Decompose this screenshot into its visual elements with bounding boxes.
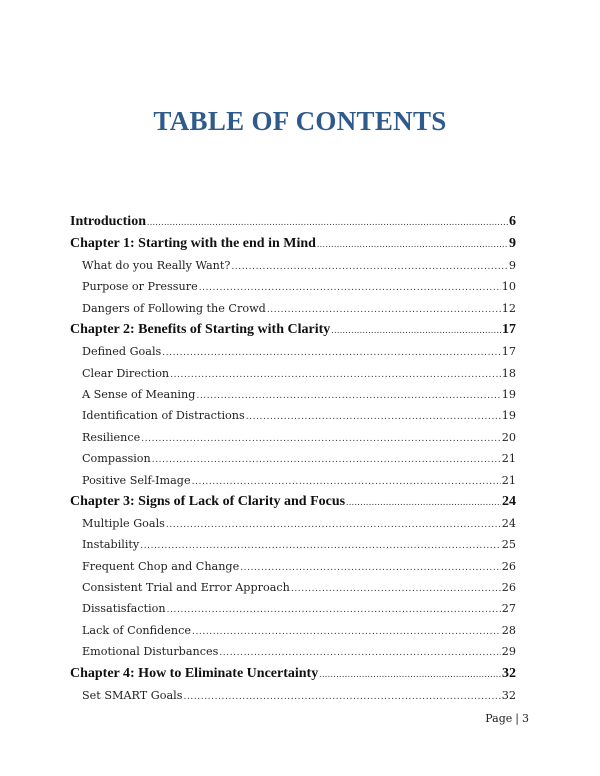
- toc-entry-section[interactable]: [70, 405, 516, 426]
- toc-entry-label: Positive Self-Image: [82, 473, 191, 487]
- toc-entry-label: Compassion: [82, 452, 151, 466]
- dot-leader: [331, 326, 501, 335]
- table-of-contents: [70, 211, 516, 706]
- toc-entry-section[interactable]: [70, 513, 516, 534]
- toc-entry-page: 21: [501, 473, 516, 487]
- toc-entry-label: Dissatisfaction: [82, 602, 166, 616]
- toc-entry-section[interactable]: [70, 448, 516, 469]
- toc-entry-page: 19: [501, 409, 516, 423]
- toc-entry-label: Chapter 2: Benefits of Starting with Clarity: [70, 322, 331, 338]
- toc-entry-label: Lack of Confidence: [82, 623, 191, 637]
- toc-entry-page: 10: [501, 280, 516, 294]
- toc-entry-label: Identification of Distractions: [82, 409, 245, 423]
- toc-entry-label: Defined Goals: [82, 345, 162, 359]
- toc-entry-section[interactable]: [70, 363, 516, 384]
- dot-leader: [192, 628, 501, 637]
- dot-leader: [166, 521, 501, 530]
- toc-entry-page: 18: [501, 366, 516, 380]
- dot-leader: [317, 240, 508, 249]
- toc-entry-label: Consistent Trial and Error Approach: [82, 581, 290, 595]
- page-label: Page: [485, 712, 513, 725]
- toc-entry-page: 9: [509, 236, 516, 251]
- dot-leader: [267, 306, 501, 315]
- dot-leader: [167, 606, 501, 615]
- toc-entry-page: 6: [509, 214, 516, 229]
- toc-entry-page: 24: [502, 493, 516, 509]
- toc-entry-label: Introduction: [70, 214, 146, 229]
- toc-entry-page: 17: [501, 345, 516, 359]
- toc-entry-label: Clear Direction: [82, 366, 170, 380]
- toc-entry-label: Resilience: [82, 430, 141, 444]
- toc-entry-section[interactable]: [70, 556, 516, 577]
- toc-entry-page: 19: [501, 387, 516, 401]
- toc-entry-page: 9: [508, 259, 516, 272]
- toc-entry-label: Chapter 4: How to Eliminate Uncertainty: [70, 665, 319, 681]
- toc-entry-label: Frequent Chop and Change: [82, 559, 240, 573]
- toc-entry-page: 32: [502, 665, 516, 681]
- dot-leader: [192, 478, 501, 487]
- dot-leader: [319, 670, 501, 679]
- toc-entry-label: Chapter 1: Starting with the end in Mind: [70, 236, 316, 251]
- page-title: TABLE OF CONTENTS: [153, 106, 447, 136]
- toc-entry-chapter-4[interactable]: [70, 663, 516, 685]
- toc-entry-section[interactable]: [70, 534, 516, 555]
- dot-leader: [246, 413, 501, 422]
- toc-entry-section[interactable]: [70, 427, 516, 448]
- dot-leader: [231, 263, 508, 272]
- dot-leader: [196, 392, 500, 401]
- toc-entry-label: Emotional Disturbances: [82, 645, 219, 659]
- toc-entry-section[interactable]: [70, 598, 516, 619]
- dot-leader: [162, 349, 500, 358]
- toc-entry-section[interactable]: [70, 384, 516, 405]
- toc-entry-label: Multiple Goals: [82, 516, 165, 530]
- toc-entry-label: Chapter 3: Signs of Lack of Clarity and Focus: [70, 493, 346, 509]
- dot-leader: [346, 498, 501, 507]
- dot-leader: [140, 542, 501, 551]
- toc-entry-page: 21: [501, 452, 516, 466]
- dot-leader: [240, 564, 501, 573]
- dot-leader: [291, 585, 501, 594]
- toc-entry-chapter-2[interactable]: [70, 319, 516, 341]
- toc-entry-label: Purpose or Pressure: [82, 280, 198, 294]
- dot-leader: [183, 693, 500, 702]
- toc-entry-section[interactable]: [70, 341, 516, 362]
- toc-entry-chapter-3[interactable]: [70, 491, 516, 513]
- page-separator: |: [515, 712, 519, 725]
- toc-entry-page: 12: [501, 301, 516, 315]
- dot-leader: [199, 284, 501, 293]
- page-footer: [485, 712, 529, 725]
- toc-entry-label: A Sense of Meaning: [82, 387, 196, 401]
- toc-entry-section[interactable]: [70, 470, 516, 491]
- toc-entry-page: 28: [501, 623, 516, 637]
- toc-entry-label: Instability: [82, 538, 140, 552]
- toc-entry-page: 17: [502, 322, 516, 338]
- toc-entry-page: 25: [501, 538, 516, 552]
- toc-entry-page: 32: [501, 688, 516, 702]
- toc-entry-page: 20: [501, 430, 516, 444]
- toc-entry-chapter-1[interactable]: [70, 233, 516, 255]
- toc-entry-section[interactable]: [70, 685, 516, 706]
- toc-entry-section[interactable]: [70, 255, 516, 276]
- toc-entry-section[interactable]: [70, 641, 516, 662]
- toc-entry-page: 26: [501, 581, 516, 595]
- toc-entry-label: What do you Really Want?: [82, 259, 231, 272]
- toc-entry-label: Dangers of Following the Crowd: [82, 301, 266, 315]
- dot-leader: [147, 218, 508, 227]
- toc-entry-label: Set SMART Goals: [82, 688, 183, 702]
- toc-entry-introduction[interactable]: [70, 211, 516, 233]
- dot-leader: [152, 456, 501, 465]
- page-number: 3: [522, 712, 529, 725]
- toc-entry-page: 27: [501, 602, 516, 616]
- dot-leader: [141, 435, 501, 444]
- toc-entry-page: 29: [501, 645, 516, 659]
- toc-entry-section[interactable]: [70, 298, 516, 319]
- toc-entry-section[interactable]: [70, 276, 516, 297]
- toc-entry-page: 24: [501, 516, 516, 530]
- toc-entry-section[interactable]: [70, 577, 516, 598]
- dot-leader: [170, 371, 501, 380]
- dot-leader: [219, 649, 500, 658]
- toc-entry-page: 26: [501, 559, 516, 573]
- toc-entry-section[interactable]: [70, 620, 516, 641]
